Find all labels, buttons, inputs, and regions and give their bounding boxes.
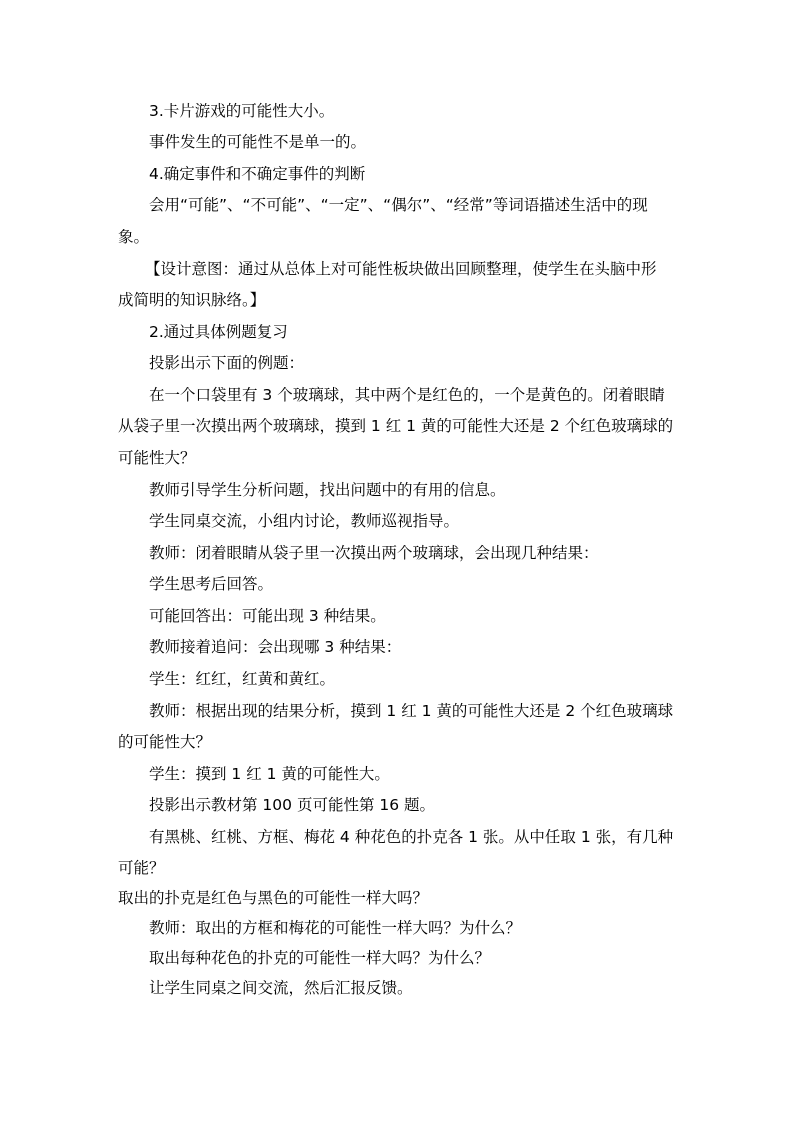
text-line-18: 教师接着追问：会出现哪 3 种结果：: [149, 638, 402, 656]
text-line-21: 的可能性大？: [118, 733, 212, 751]
text-line-28: 取出每种花色的扑克的可能性一样大吗？为什么？: [149, 949, 491, 967]
text-line-2: 事件发生的可能性不是单一的。: [149, 133, 367, 151]
example-line-3: 可能性大？: [118, 449, 196, 467]
text-line-4: 会用“可能”、“不可能”、“一定”、“偶尔”、“经常”等词语描述生活中的现: [149, 196, 648, 214]
example-line-2: 从袋子里一次摸出两个玻璃球，摸到 1 红 1 黄的可能性大还是 2 个红色玻璃球的: [118, 417, 674, 435]
example-line-1: 在一个口袋里有 3 个玻璃球，其中两个是红色的，一个是黄色的。闭着眼睛: [149, 386, 665, 404]
text-line-5: 象。: [118, 228, 150, 246]
text-line-1: 3.卡片游戏的可能性大小。: [149, 102, 335, 120]
text-line-3: 4.确定事件和不确定事件的判断: [149, 165, 366, 183]
text-line-13: 教师引导学生分析问题，找出问题中的有用的信息。: [149, 481, 506, 499]
text-line-15: 教师：闭着眼睛从袋子里一次摸出两个玻璃球，会出现几种结果：: [149, 544, 599, 562]
text-line-26: 取出的扑克是红色与黑色的可能性一样大吗？: [118, 889, 429, 907]
section-heading: 2.通过具体例题复习: [149, 323, 288, 341]
text-line-23: 投影出示教材第 100 页可能性第 16 题。: [149, 796, 436, 814]
text-line-9: 投影出示下面的例题：: [149, 354, 305, 372]
design-intent-line-2: 成简明的知识脉络。】: [118, 291, 266, 309]
text-line-25: 可能？: [118, 859, 165, 877]
text-line-19: 学生：红红，红黄和黄红。: [149, 670, 336, 688]
text-line-29: 让学生同桌之间交流，然后汇报反馈。: [149, 979, 413, 997]
text-line-27: 教师：取出的方框和梅花的可能性一样大吗？为什么？: [149, 919, 522, 937]
text-line-16: 学生思考后回答。: [149, 575, 274, 593]
text-line-20: 教师：根据出现的结果分析，摸到 1 红 1 黄的可能性大还是 2 个红色玻璃球: [149, 702, 674, 720]
text-line-17: 可能回答出：可能出现 3 种结果。: [149, 607, 386, 625]
text-line-14: 学生同桌交流，小组内讨论，教师巡视指导。: [149, 512, 460, 530]
text-line-24: 有黑桃、红桃、方框、梅花 4 种花色的扑克各 1 张。从中任取 1 张，有几种: [149, 828, 674, 846]
text-line-22: 学生：摸到 1 红 1 黄的可能性大。: [149, 765, 390, 783]
design-intent-line-1: 【设计意图：通过从总体上对可能性板块做出回顾整理，使学生在头脑中形: [145, 260, 657, 278]
